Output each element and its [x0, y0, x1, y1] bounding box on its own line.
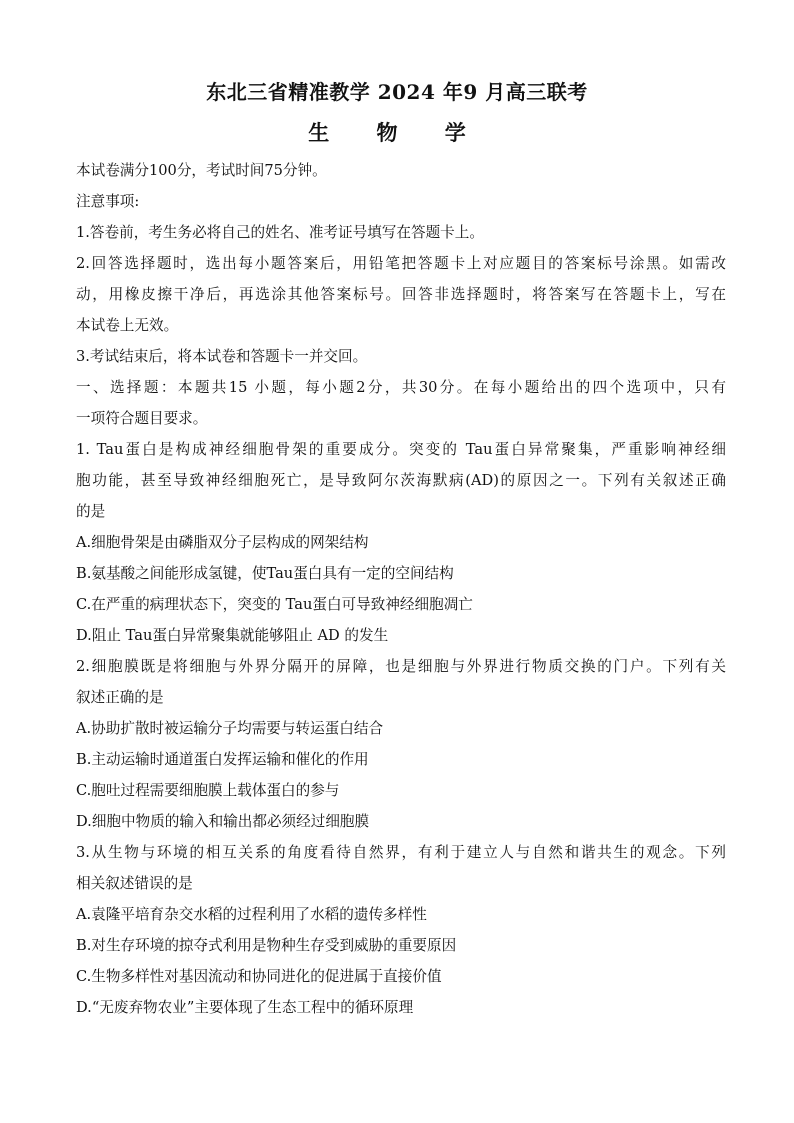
- notice-heading: 注意事项:: [76, 193, 140, 210]
- question-1-stem-line-3: 的是: [76, 503, 106, 520]
- question-3-option-d: D.“无废弃物农业”主要体现了生态工程中的循环原理: [76, 999, 414, 1016]
- question-2-stem-line-2: 叙述正确的是: [76, 689, 164, 706]
- question-3-stem-line-1: 3.从生物与环境的相互关系的角度看待自然界，有利于建立人与自然和谐共生的观念。下列: [76, 844, 726, 861]
- notice-item-3: 3.考试结束后，将本试卷和答题卡一并交回。: [76, 348, 368, 365]
- section-1-heading-line-2: 一项符合题目要求。: [76, 410, 208, 427]
- exam-body: [76, 155, 726, 1023]
- question-3-option-c: C.生物多样性对基因流动和协同进化的促进属于直接价值: [76, 968, 442, 985]
- notice-item-1: 1.答卷前，考生务必将自己的姓名、准考证号填写在答题卡上。: [76, 224, 484, 241]
- question-2-option-b: B.主动运输时通道蛋白发挥运输和催化的作用: [76, 751, 369, 768]
- question-2-option-a: A.协助扩散时被运输分子均需要与转运蛋白结合: [76, 720, 384, 737]
- exam-title: 东北三省精准教学 2024 年9 月高三联考: [206, 80, 588, 104]
- question-3-option-a: A.袁隆平培育杂交水稻的过程利用了水稻的遗传多样性: [76, 906, 427, 923]
- question-1-option-b: B.氨基酸之间能形成氢键，使Tau蛋白具有一定的空间结构: [76, 565, 454, 582]
- notice-item-2-line-1: 2.回答选择题时，选出每小题答案后，用铅笔把答题卡上对应题目的答案标号涂黑。如需改: [76, 255, 726, 272]
- question-3-stem-line-2: 相关叙述错误的是: [76, 875, 193, 892]
- question-2-option-c: C.胞吐过程需要细胞膜上载体蛋白的参与: [76, 782, 340, 799]
- subject-title: 生 物 学: [308, 120, 486, 145]
- question-1-stem-line-1: 1. Tau蛋白是构成神经细胞骨架的重要成分。突变的 Tau蛋白异常聚集，严重影响神经细: [76, 441, 726, 458]
- question-1-option-a: A.细胞骨架是由磷脂双分子层构成的网架结构: [76, 534, 369, 551]
- question-1-stem-line-2: 胞功能，甚至导致神经细胞死亡，是导致阿尔茨海默病(AD)的原因之一。下列有关叙述正确: [76, 472, 726, 489]
- question-1-option-c: C.在严重的病理状态下，突变的 Tau蛋白可导致神经细胞凋亡: [76, 596, 473, 613]
- notice-item-2-line-2: 动，用橡皮擦干净后，再选涂其他答案标号。回答非选择题时，将答案写在答题卡上，写在: [76, 286, 726, 303]
- question-2-stem-line-1: 2.细胞膜既是将细胞与外界分隔开的屏障，也是细胞与外界进行物质交换的门户。下列有关: [76, 658, 726, 675]
- section-1-heading-line-1: 一、选择题：本题共15 小题，每小题2分，共30分。在每小题给出的四个选项中，只有: [76, 379, 726, 396]
- question-2-option-d: D.细胞中物质的输入和输出都必须经过细胞膜: [76, 813, 370, 830]
- notice-item-2-line-3: 本试卷上无效。: [76, 317, 179, 334]
- question-1-option-d: D.阻止 Tau蛋白异常聚集就能够阻止 AD 的发生: [76, 627, 389, 644]
- intro-score-time: 本试卷满分100分，考试时间75分钟。: [76, 162, 327, 179]
- question-3-option-b: B.对生存环境的掠夺式利用是物种生存受到威胁的重要原因: [76, 937, 457, 954]
